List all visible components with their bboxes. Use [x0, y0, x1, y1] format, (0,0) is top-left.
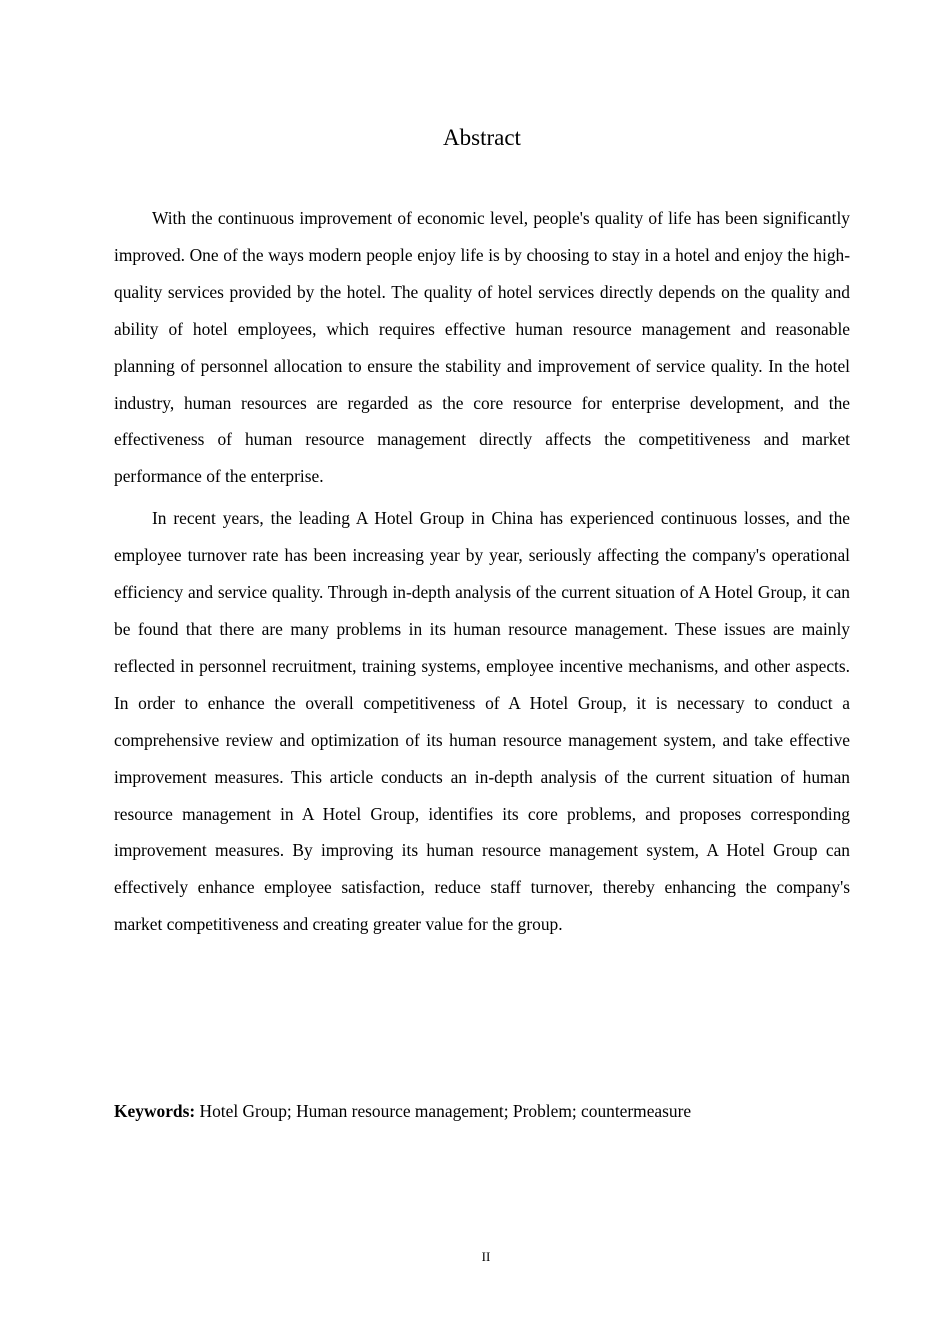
- abstract-body: [114, 200, 850, 943]
- keywords-line: [114, 1097, 850, 1125]
- abstract-title: Abstract: [443, 125, 521, 150]
- keywords-text: Hotel Group; Human resource management; Problem; countermeasure: [199, 1101, 692, 1121]
- abstract-paragraph-1: With the continuous improvement of economic level, people's quality of life has been significantly improved. One of the ways modern people enjoy life is by choosing to stay in a hotel and enjoy the high-quality services provided by the hotel. The quality of hotel services directly depends on the quality and ability of hotel employees, which requires effective human resource management and reasonable planning of personnel allocation to ensure the stability and improvement of service quality. In the hotel industry, human resources are regarded as the core resource for enterprise development, and the effectiveness of human resource management directly affects the competitiveness and market performance of the enterprise.: [114, 208, 850, 487]
- abstract-paragraph-2: In recent years, the leading A Hotel Group in China has experienced continuous losses, and the employee turnover rate has been increasing year by year, seriously affecting the company's operational efficiency and service quality. Through in-depth analysis of the current situation of A Hotel Group, it can be found that there are many problems in its human resource management. These issues are mainly reflected in personnel recruitment, training systems, employee incentive mechanisms, and other aspects. In order to enhance the overall competitiveness of A Hotel Group, it is necessary to conduct a comprehensive review and optimization of its human resource management system, and take effective improvement measures. This article conducts an in-depth analysis of the current situation of human resource management in A Hotel Group, identifies its core problems, and proposes corresponding improvement measures. By improving its human resource management system, A Hotel Group can effectively enhance employee satisfaction, reduce staff turnover, thereby enhancing the company's market competitiveness and creating greater value for the group.: [114, 508, 850, 935]
- keywords-label: Keywords:: [114, 1101, 196, 1121]
- page-number: II: [481, 1249, 491, 1264]
